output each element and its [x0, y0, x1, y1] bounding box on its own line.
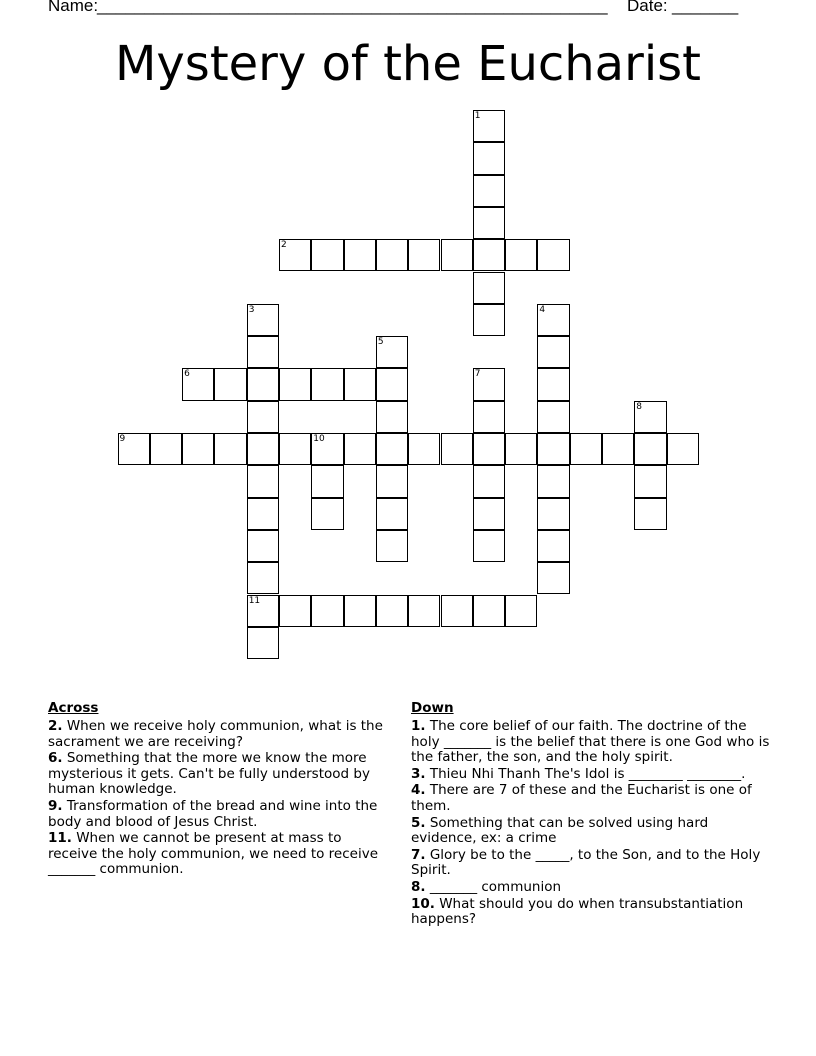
grid-cell[interactable] [537, 336, 569, 368]
cell-number: 9 [119, 434, 126, 444]
cell-number: 6 [184, 369, 190, 380]
grid-cell[interactable] [408, 433, 440, 465]
grid-cell[interactable] [247, 530, 279, 562]
grid-cell[interactable] [376, 530, 408, 562]
grid-cell[interactable] [473, 433, 505, 465]
grid-cell[interactable] [537, 465, 569, 497]
grid-cell[interactable] [247, 433, 279, 465]
clue-item [411, 880, 771, 896]
grid-cell[interactable] [537, 498, 569, 530]
grid-cell[interactable] [570, 433, 602, 465]
grid-cell[interactable] [344, 433, 376, 465]
grid-cell[interactable] [376, 433, 408, 465]
grid-cell[interactable] [311, 498, 343, 530]
page-title: Mystery of the Eucharist [114, 36, 701, 92]
grid-cell[interactable] [537, 239, 569, 271]
cell-number: 4 [539, 304, 546, 315]
grid-cell[interactable] [344, 368, 376, 400]
clue-text: Glory be to the _____, to the Son, and to the Holy Spirit. [411, 846, 761, 879]
grid-cell[interactable] [473, 207, 505, 239]
grid-cell[interactable] [344, 239, 376, 271]
clue-text: Something that the more we know the more mysterious it gets. Can't be fully understood by human knowledge. [48, 750, 370, 798]
grid-cell[interactable] [537, 304, 569, 336]
clue-item [48, 719, 393, 750]
grid-cell[interactable] [376, 498, 408, 530]
down-clue-list [411, 719, 771, 928]
grid-cell[interactable] [473, 401, 505, 433]
clue-text: There are 7 of these and the Eucharist is one of them. [411, 782, 752, 814]
grid-cell[interactable] [247, 498, 279, 530]
grid-cell[interactable] [667, 433, 699, 465]
grid-cell[interactable] [182, 433, 214, 465]
grid-cell[interactable] [473, 368, 505, 400]
clue-item [48, 831, 393, 878]
clue-item [411, 767, 771, 783]
grid-cell[interactable] [311, 239, 343, 271]
grid-cell[interactable] [247, 368, 279, 400]
clue-item [411, 897, 771, 928]
clue-number: 2. [48, 718, 63, 734]
grid-cell[interactable] [344, 595, 376, 627]
grid-cell[interactable] [247, 562, 279, 594]
name-label: Name: [48, 0, 99, 15]
clue-item [411, 816, 771, 847]
grid-cell[interactable] [473, 142, 505, 174]
grid-cell[interactable] [376, 401, 408, 433]
cell-number: 3 [248, 304, 255, 315]
grid-cell[interactable] [473, 110, 505, 142]
cell-number: 7 [474, 369, 481, 380]
grid-cell[interactable] [537, 433, 569, 465]
grid-cell[interactable] [118, 433, 150, 465]
cell-number: 2 [281, 240, 287, 251]
grid-cell[interactable] [441, 433, 473, 465]
grid-cell[interactable] [634, 433, 666, 465]
grid-cell[interactable] [376, 239, 408, 271]
grid-cell[interactable] [505, 595, 537, 627]
grid-cell[interactable] [247, 336, 279, 368]
grid-cell[interactable] [634, 465, 666, 497]
cell-number: 1 [474, 111, 481, 121]
grid-cell[interactable] [311, 433, 343, 465]
clue-item [411, 848, 771, 879]
grid-cell[interactable] [376, 465, 408, 497]
grid-cell[interactable] [473, 498, 505, 530]
grid-cell[interactable] [279, 368, 311, 400]
clue-text: Thieu Nhi Thanh The's Idol is ________ ________. [425, 765, 746, 782]
grid-cell[interactable] [311, 595, 343, 627]
grid-cell[interactable] [376, 336, 408, 368]
grid-cell[interactable] [602, 433, 634, 465]
clue-number: 3. [411, 765, 426, 782]
clue-number: 7. [411, 846, 426, 863]
clue-number: 10. [411, 895, 435, 912]
grid-cell[interactable] [537, 562, 569, 594]
cell-number: 5 [377, 337, 384, 348]
grid-cell[interactable] [473, 465, 505, 497]
date-label: Date: [627, 0, 668, 15]
clue-number: 11. [48, 830, 72, 847]
clue-item [411, 783, 771, 814]
grid-cell[interactable] [279, 595, 311, 627]
clue-number: 8. [411, 878, 426, 895]
grid-cell[interactable] [634, 401, 666, 433]
grid-cell[interactable] [537, 368, 569, 400]
clue-number: 9. [48, 797, 63, 814]
grid-cell[interactable] [505, 239, 537, 271]
grid-cell[interactable] [247, 627, 279, 659]
across-clue-list [48, 719, 393, 878]
clue-text: What should you do when transubstantiation happens? [411, 895, 744, 928]
grid-cell[interactable] [182, 368, 214, 400]
cell-number: 8 [636, 401, 643, 412]
grid-cell[interactable] [634, 498, 666, 530]
grid-cell[interactable] [214, 368, 246, 400]
grid-cell[interactable] [279, 433, 311, 465]
grid-cell[interactable] [376, 368, 408, 400]
grid-cell[interactable] [441, 239, 473, 271]
grid-cell[interactable] [150, 433, 182, 465]
clue-number: 4. [411, 782, 426, 799]
grid-cell[interactable] [214, 433, 246, 465]
grid-cell[interactable] [537, 401, 569, 433]
grid-cell[interactable] [311, 465, 343, 497]
grid-cell[interactable] [311, 368, 343, 400]
across-heading: Across [48, 700, 99, 716]
clue-item [48, 799, 393, 830]
clue-text: When we cannot be present at mass to receive the holy communion, we need to receive _______ communion. [48, 830, 379, 878]
down-heading: Down [411, 700, 454, 716]
grid-cell[interactable] [247, 401, 279, 433]
down-clues [411, 700, 771, 929]
clue-number: 1. [411, 718, 426, 734]
date-field[interactable]: _______ [672, 0, 739, 15]
grid-cell[interactable] [247, 304, 279, 336]
clue-text: _______ communion [425, 878, 562, 895]
cell-number: 11 [248, 595, 261, 606]
clue-text: When we receive holy communion, what is the sacrament we are receiving? [48, 718, 383, 750]
grid-cell[interactable] [473, 530, 505, 562]
grid-cell[interactable] [441, 595, 473, 627]
grid-cell[interactable] [408, 595, 440, 627]
grid-cell[interactable] [247, 595, 279, 627]
across-clues [48, 700, 393, 879]
grid-cell[interactable] [408, 239, 440, 271]
clue-item [411, 719, 771, 766]
grid-cell[interactable] [247, 465, 279, 497]
grid-cell[interactable] [505, 433, 537, 465]
clue-text: Something that can be solved using hard evidence, ex: a crime [411, 814, 709, 847]
clue-text: The core belief of our faith. The doctrine of the holy _______ is the belief that there is one God who is the father, the son, and the holy spirit. [411, 718, 770, 766]
grid-cell[interactable] [376, 595, 408, 627]
grid-cell[interactable] [537, 530, 569, 562]
name-field[interactable]: ______________________________________________________ [97, 0, 608, 15]
clue-number: 5. [411, 814, 426, 831]
clue-item [48, 751, 393, 798]
grid-cell[interactable] [473, 239, 505, 271]
clue-number: 6. [48, 750, 63, 767]
grid-cell[interactable] [473, 272, 505, 304]
grid-cell[interactable] [473, 595, 505, 627]
cell-number: 10 [313, 434, 325, 444]
clue-text: Transformation of the bread and wine into the body and blood of Jesus Christ. [48, 797, 378, 830]
grid-cell[interactable] [473, 175, 505, 207]
grid-cell[interactable] [473, 304, 505, 336]
grid-cell[interactable] [279, 239, 311, 271]
